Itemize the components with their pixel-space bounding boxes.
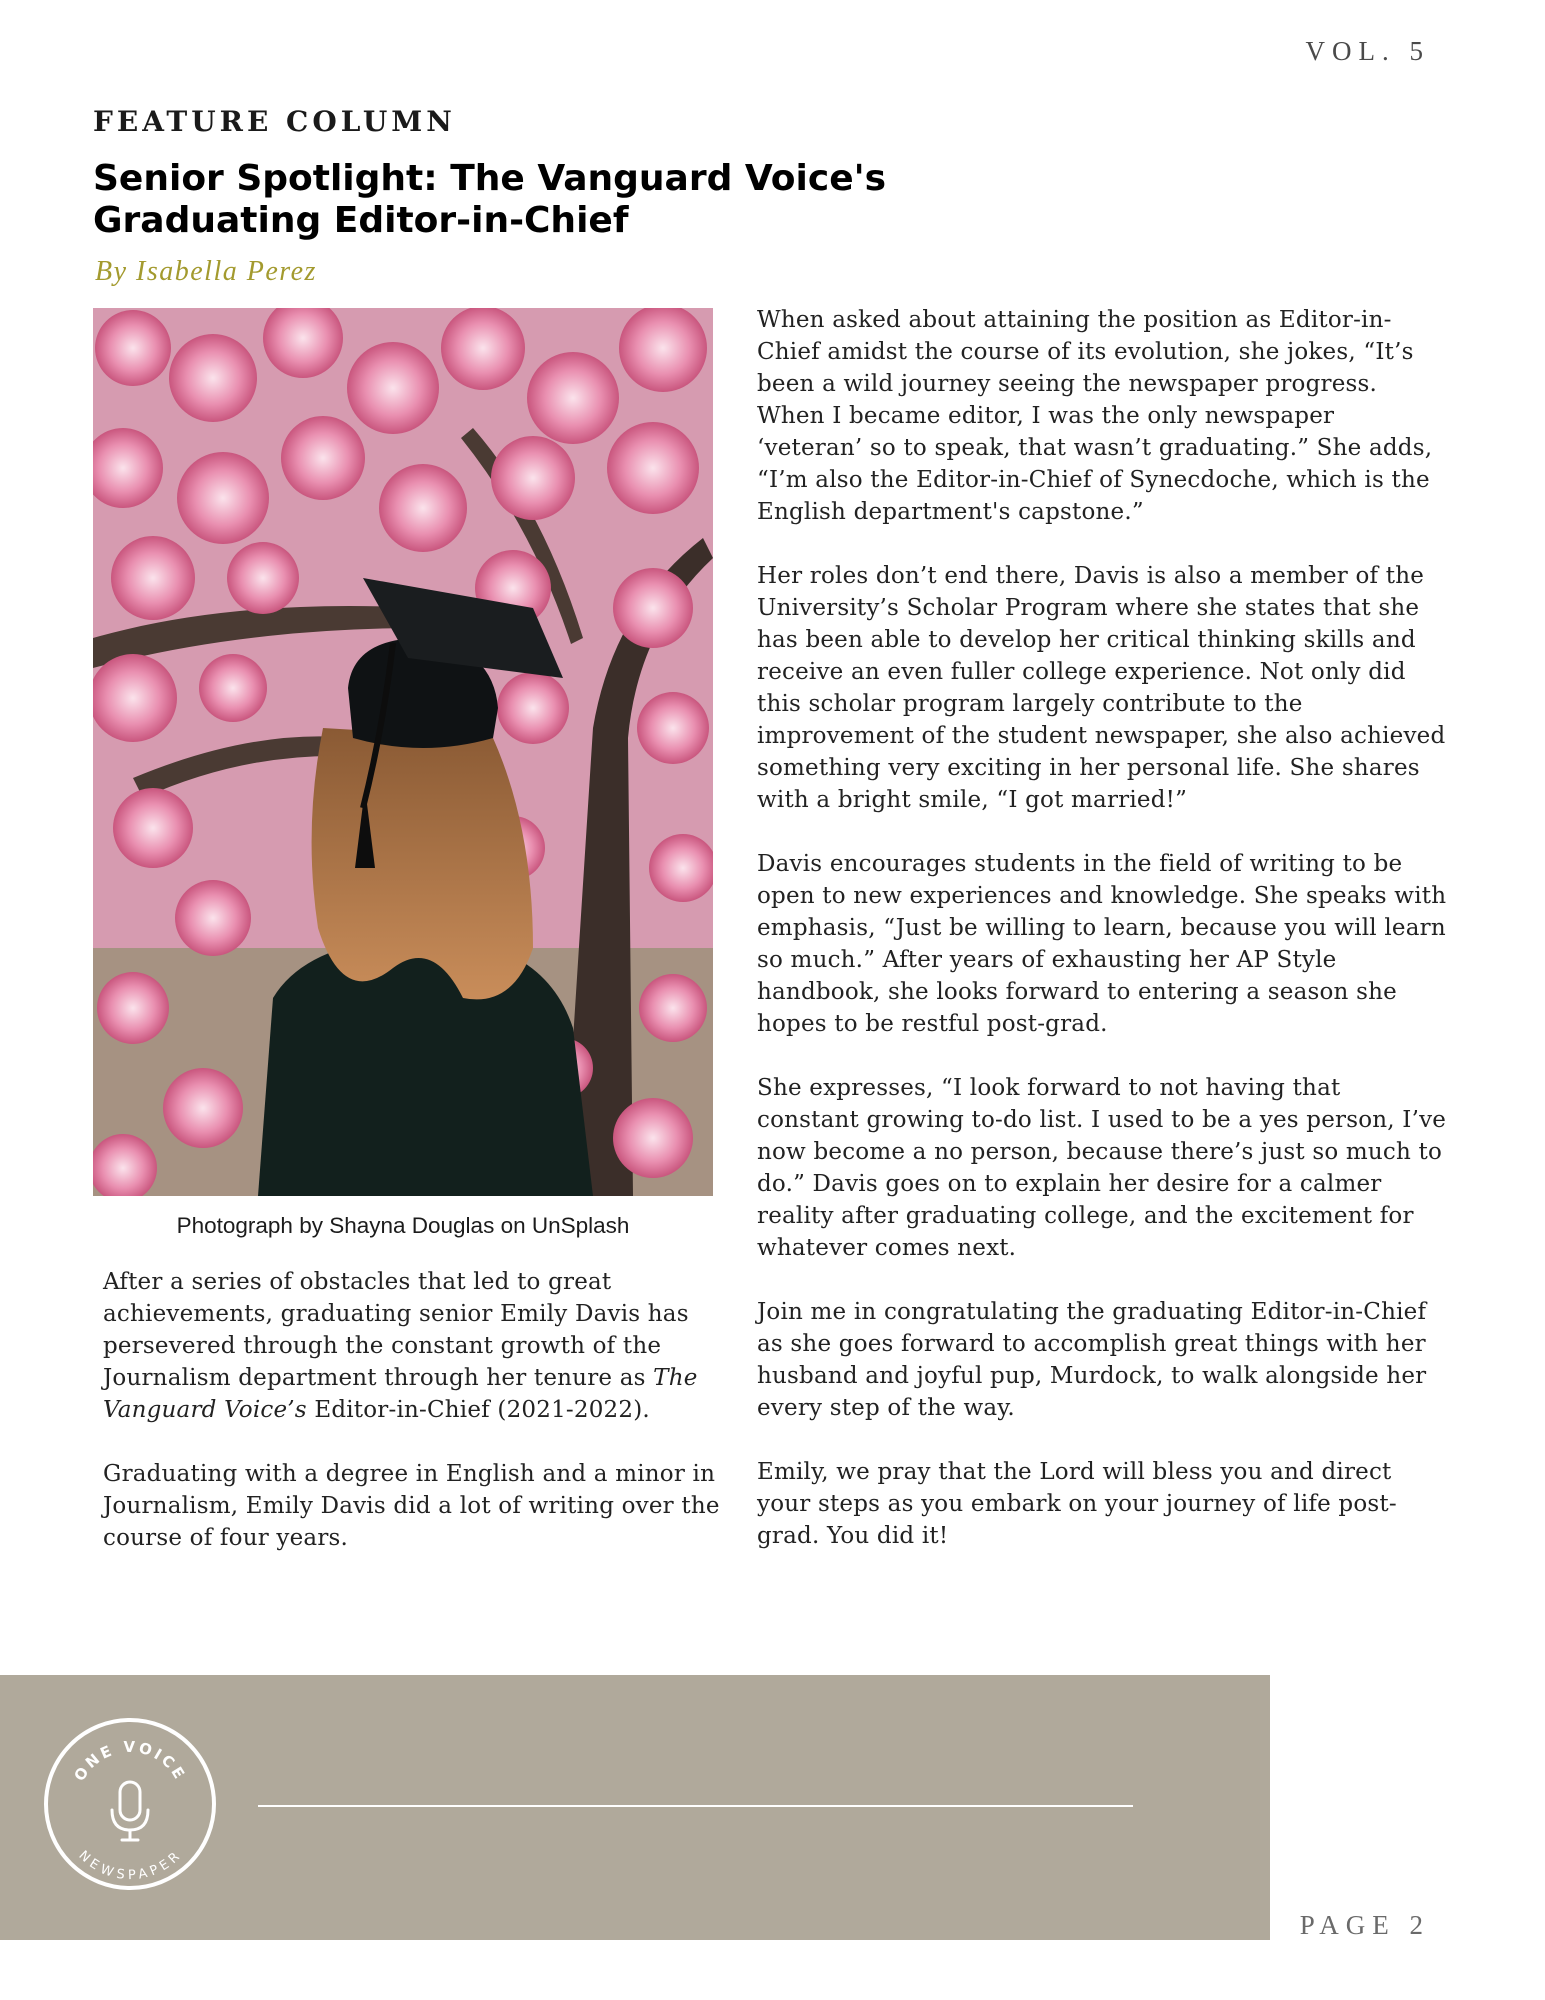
- article-title: Senior Spotlight: The Vanguard Voice's Graduating Editor-in-Chief: [93, 158, 887, 241]
- logo-bottom-text: NEWSPAPER: [75, 1847, 185, 1883]
- one-voice-logo: [40, 1714, 220, 1894]
- volume-label: VOL. 5: [1305, 36, 1430, 66]
- paragraph: She expresses, “I look forward to not having that constant growing to-do list. I used to be a yes person, I’ve now become a no person, because there’s just so much to do.” Davis goes on to explain her desire for a calmer reality after graduating college, and the excitement for whatever comes next.: [757, 1075, 1447, 1261]
- graduate-photo: [93, 308, 713, 1196]
- publication-name: The Vanguard Voice’s: [103, 1365, 698, 1423]
- paragraph: After a series of obstacles that led to great achievements, graduating senior Emily Davis has persevered through the constant growth of the Journalism department through her tenure as The Vanguard Voice’s Editor-in-Chief (2021-2022).: [103, 1269, 698, 1423]
- photo-caption: Photograph by Shayna Douglas on UnSplash: [176, 1213, 630, 1238]
- paragraph: Davis encourages students in the field of writing to be open to new experiences and knowledge. She speaks with emphasis, “Just be willing to learn, because you will learn so much.” After years of exhausting her AP Style handbook, she looks forward to entering a season she hopes to be restful post-grad.: [757, 851, 1447, 1037]
- article-column-left: [103, 1266, 723, 1586]
- footer-divider: [258, 1805, 1133, 1807]
- paragraph: When asked about attaining the position as Editor-in-Chief amidst the course of its evolution, she jokes, “It’s been a wild journey seeing the newspaper progress. When I became editor, I was the only newspaper ‘veteran’ so to speak, that wasn’t graduating.” She adds, “I’m also the Editor-in-Chief of Synecdoche, which is the English department's capstone.”: [757, 307, 1433, 525]
- paragraph: Join me in congratulating the graduating Editor-in-Chief as she goes forward to accomplish great things with her husband and joyful pup, Murdock, to walk alongside her every step of the way.: [757, 1299, 1427, 1421]
- logo-top-text: ONE VOICE: [70, 1737, 190, 1785]
- page-number: PAGE 2: [1299, 1910, 1430, 1940]
- svg-text:ONE VOICE: [70, 1738, 189, 1784]
- byline: By Isabella Perez: [95, 256, 317, 287]
- section-label: FEATURE COLUMN: [93, 105, 456, 138]
- paragraph: Emily, we pray that the Lord will bless you and direct your steps as you embark on your journey of life post-grad. You did it!: [757, 1459, 1397, 1549]
- paragraph: Graduating with a degree in English and a minor in Journalism, Emily Davis did a lot of writing over the course of four years.: [103, 1461, 720, 1551]
- paragraph: Her roles don’t end there, Davis is also a member of the University’s Scholar Program where she states that she has been able to develop her critical thinking skills and receive an even fuller college experience. Not only did this scholar program largely contribute to the improvement of the student newspaper, she also achieved something very exciting in her personal life. She shares with a bright smile, “I got married!”: [757, 563, 1446, 813]
- article-column-right: [757, 304, 1447, 1584]
- microphone-icon: [112, 1782, 148, 1840]
